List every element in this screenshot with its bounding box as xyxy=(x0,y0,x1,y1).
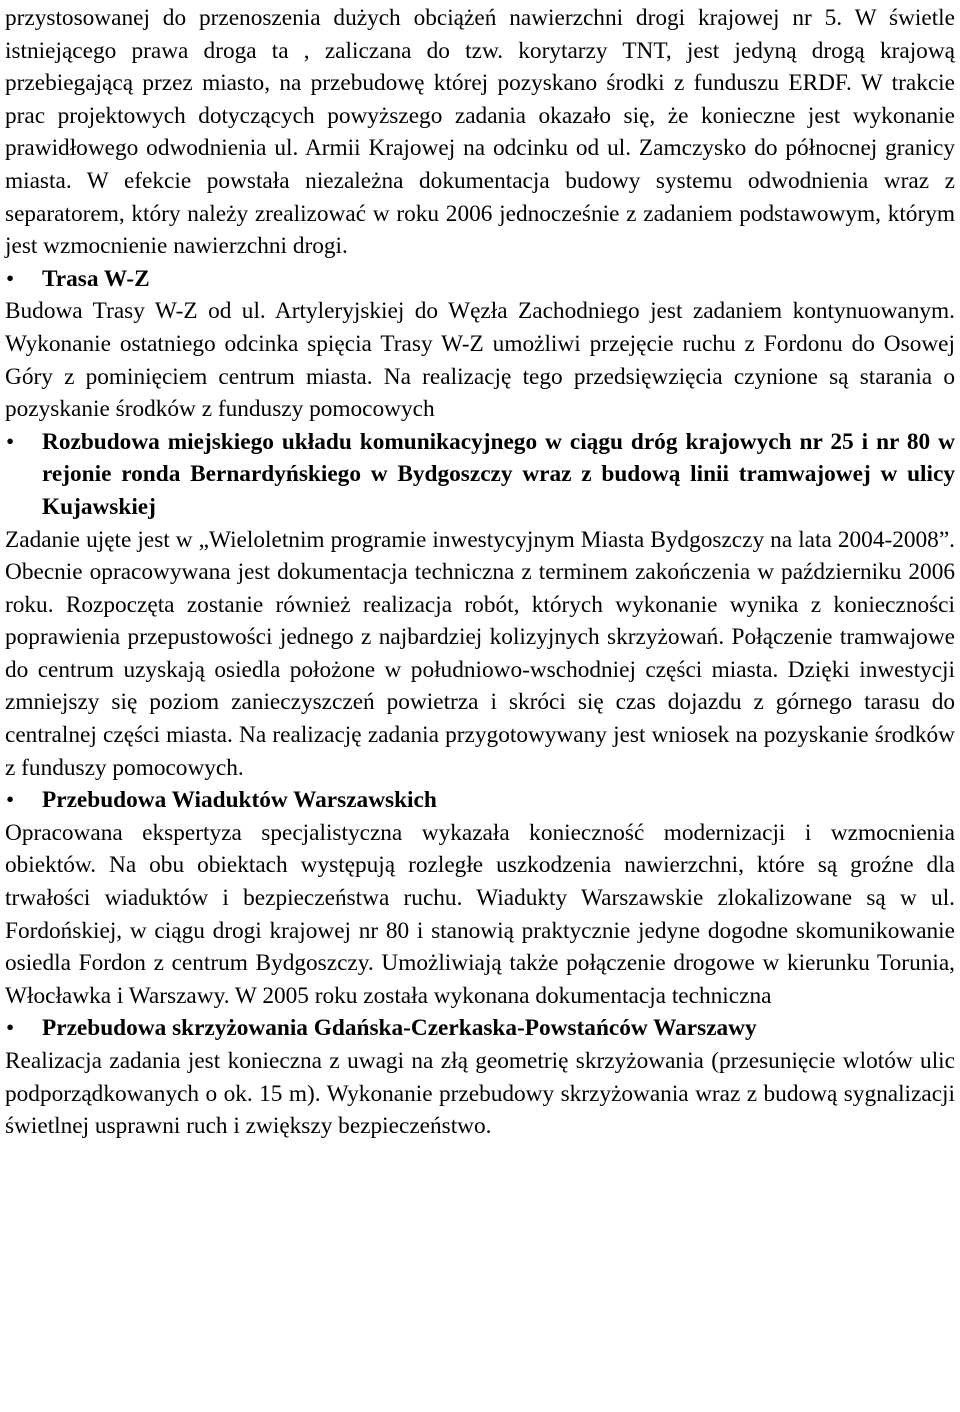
bullet-icon: • xyxy=(6,428,15,455)
paragraph-trasa-wz: Budowa Trasy W-Z od ul. Artyleryjskiej do Węzła Zachodniego jest zadaniem kontynuowanym. Wykonanie ostatniego odcinka spięcia Trasy W-Z umożliwi przejęcie ruchu z Fordonu do Osowej Góry z pominięciem centrum miasta. Na realizację tego przedsięwzięcia czynione są starania o pozyskanie środków z funduszy pomocowych xyxy=(5,298,955,423)
heading-trasa-wz xyxy=(5,263,955,296)
bullet-icon: • xyxy=(6,787,15,814)
paragraph-rozbudowa-ukladu: Zadanie ujęte jest w „Wieloletnim programie inwestycyjnym Miasta Bydgoszczy na lata 2004-2008”. Obecnie opracowywana jest dokumentacja techniczna z terminem zakończenia w październiku 2006 roku. Rozpoczęta zostanie również realizacja robót, których wykonanie wynika z konieczności poprawienia przepustowości jednego z najbardziej kolizyjnych skrzyżowań. Połączenie tramwajowe do centrum uzyskają osiedla położone w południowo-wschodniej części miasta. Dzięki inwestycji zmniejszy się poziom zanieczyszczeń powietrza i skróci się czas dojazdu z górnego tarasu do centralnej części miasta. Na realizację zadania przygotowywany jest wniosek na pozyskanie środków z funduszy pomocowych. xyxy=(5,526,955,781)
heading-rozbudowa-ukladu xyxy=(5,426,955,524)
paragraph-skrzyzowanie: Realizacja zadania jest konieczna z uwagi na złą geometrię skrzyżowania (przesunięcie wlotów ulic podporządkowanych o ok. 15 m). Wykonanie przebudowy skrzyżowania wraz z budową sygnalizacji świetlnej usprawni ruch i zwiększy bezpieczeństwo. xyxy=(5,1048,955,1140)
heading-wiadukty-text: Przebudowa Wiaduktów Warszawskich xyxy=(42,787,437,814)
intro-paragraph: przystosowanej do przenoszenia dużych obciążeń nawierzchni drogi krajowej nr 5. W świetle istniejącego prawa droga ta , zaliczana do tzw. korytarzy TNT, jest jedyną drogą krajową przebiegającą przez miasto, na przebudowę której pozyskano środki z funduszu ERDF. W trakcie prac projektowych dotyczących powyższego zadania okazało się, że konieczne jest wykonanie prawidłowego odwodnienia ul. Armii Krajowej na odcinku od ul. Zamczysko do północnej granicy miasta. W efekcie powstała niezależna dokumentacja budowy systemu odwodnienia wraz z separatorem, który należy zrealizować w roku 2006 jednocześnie z zadaniem podstawowym, którym jest wzmocnienie nawierzchni drogi. xyxy=(5,5,955,260)
heading-wiadukty xyxy=(5,784,955,817)
heading-trasa-wz-text: Trasa W-Z xyxy=(42,265,150,292)
paragraph-wiadukty: Opracowana ekspertyza specjalistyczna wykazała konieczność modernizacji i wzmocnienia obiektów. Na obu obiektach występują rozległe uszkodzenia nawierzchni, które są groźne dla trwałości wiaduktów i bezpieczeństwa ruchu. Wiadukty Warszawskie zlokalizowane są w ul. Fordońskiej, w ciągu drogi krajowej nr 80 i stanowią praktycznie jedyne dogodne skomunikowanie osiedla Fordon z centrum Bydgoszczy. Umożliwiają także połączenie drogowe w kierunku Torunia, Włocławka i Warszawy. W 2005 roku została wykonana dokumentacja techniczna xyxy=(5,819,955,1009)
heading-skrzyzowanie xyxy=(5,1012,955,1045)
bullet-icon: • xyxy=(6,265,15,292)
bullet-icon: • xyxy=(6,1015,15,1042)
heading-skrzyzowanie-text: Przebudowa skrzyżowania Gdańska-Czerkaska-Powstańców Warszawy xyxy=(42,1015,757,1042)
heading-rozbudowa-ukladu-text: Rozbudowa miejskiego układu komunikacyjnego w ciągu dróg krajowych nr 25 i nr 80 w rejonie ronda Bernardyńskiego w Bydgoszczy wraz z budową linii tramwajowej w ulicy Kujawskiej xyxy=(42,428,955,520)
